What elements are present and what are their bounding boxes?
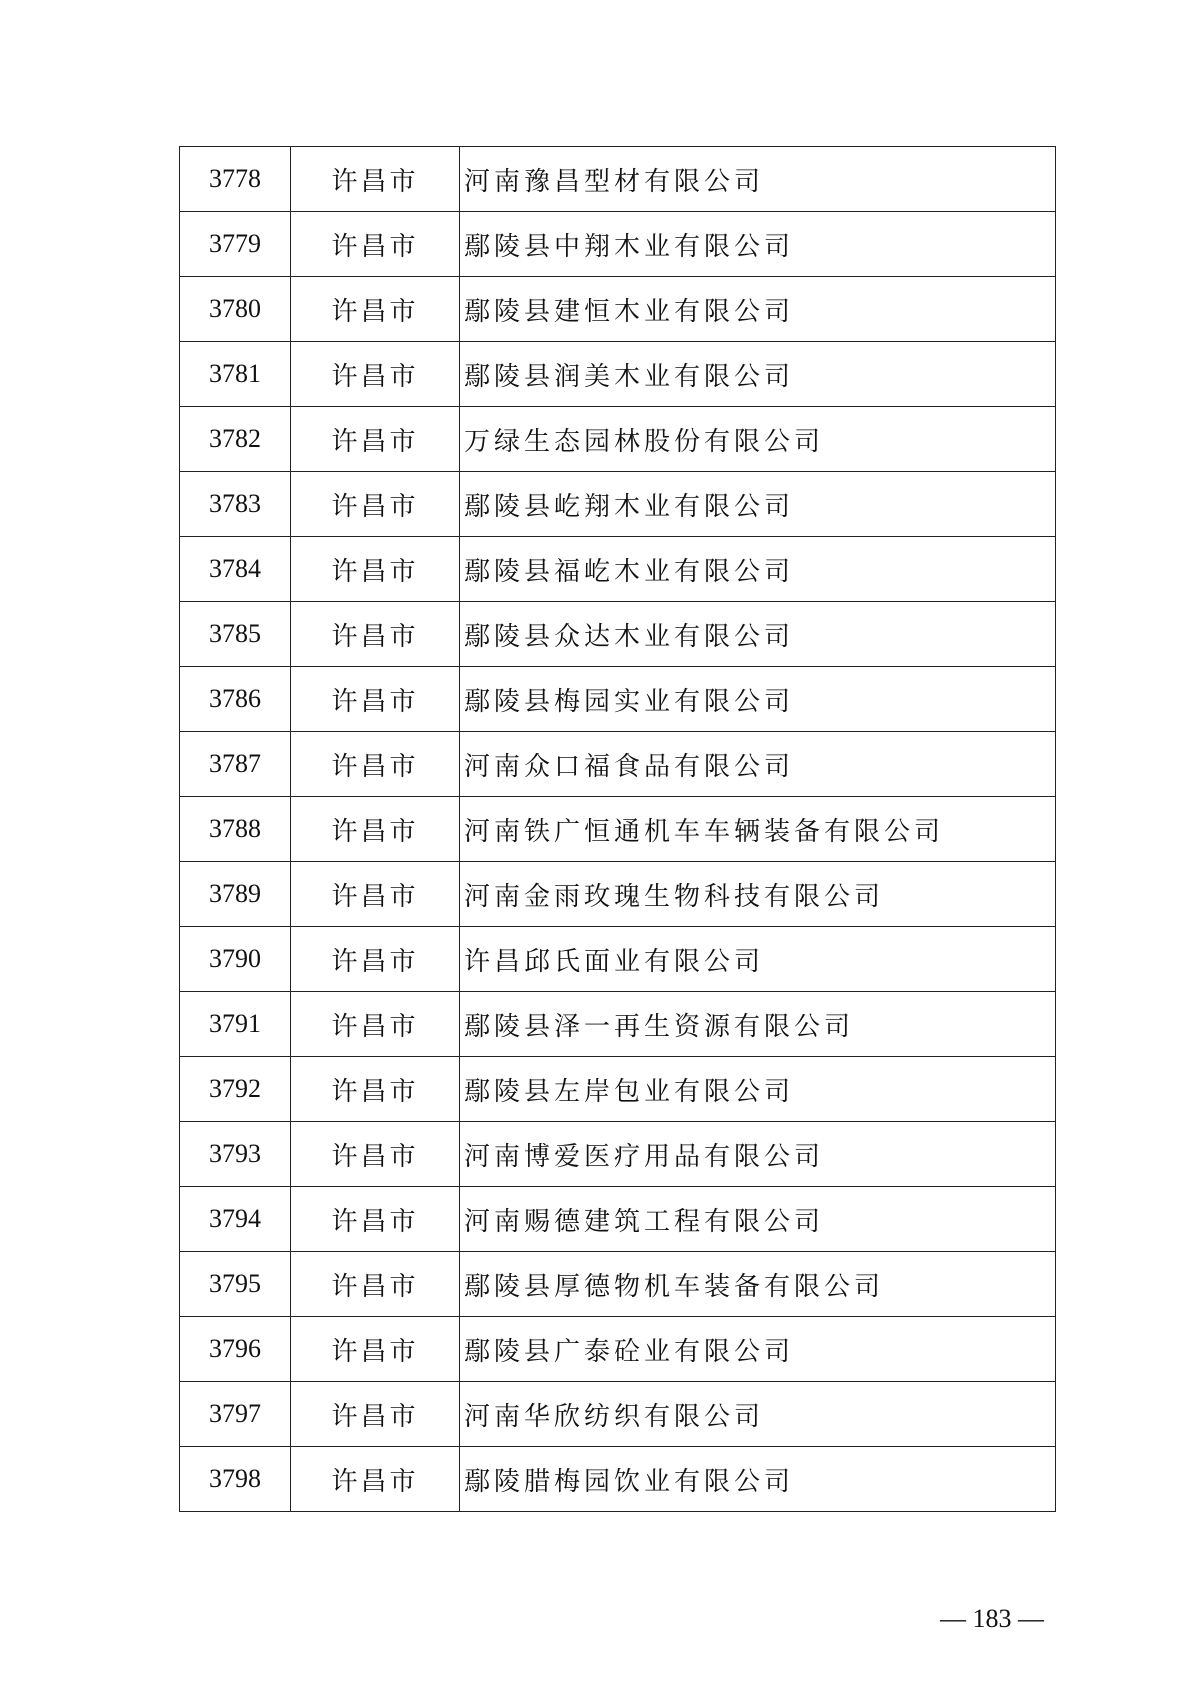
row-number-cell: 3780 [180, 277, 291, 342]
city-cell: 许昌市 [291, 862, 460, 927]
row-number-cell: 3796 [180, 1317, 291, 1382]
city-cell: 许昌市 [291, 277, 460, 342]
city-cell: 许昌市 [291, 602, 460, 667]
table-row [180, 147, 1056, 212]
city-cell: 许昌市 [291, 1187, 460, 1252]
row-number-cell: 3797 [180, 1382, 291, 1447]
company-name-cell: 鄢陵县左岸包业有限公司 [460, 1057, 1056, 1122]
row-number-cell: 3778 [180, 147, 291, 212]
city-cell: 许昌市 [291, 1057, 460, 1122]
table-row [180, 992, 1056, 1057]
company-name-cell: 河南众口福食品有限公司 [460, 732, 1056, 797]
company-name-cell: 鄢陵县梅园实业有限公司 [460, 667, 1056, 732]
row-number-cell: 3794 [180, 1187, 291, 1252]
city-cell: 许昌市 [291, 927, 460, 992]
company-name-cell: 鄢陵县广泰砼业有限公司 [460, 1317, 1056, 1382]
row-number-cell: 3783 [180, 472, 291, 537]
company-name-cell: 鄢陵县厚德物机车装备有限公司 [460, 1252, 1056, 1317]
table-row [180, 1447, 1056, 1512]
table-row [180, 862, 1056, 927]
row-number-cell: 3791 [180, 992, 291, 1057]
table-row [180, 472, 1056, 537]
row-number-cell: 3784 [180, 537, 291, 602]
company-name-cell: 鄢陵县建恒木业有限公司 [460, 277, 1056, 342]
table-row [180, 732, 1056, 797]
city-cell: 许昌市 [291, 1447, 460, 1512]
company-name-cell: 河南金雨玫瑰生物科技有限公司 [460, 862, 1056, 927]
table-row [180, 667, 1056, 732]
company-name-cell: 鄢陵县中翔木业有限公司 [460, 212, 1056, 277]
city-cell: 许昌市 [291, 212, 460, 277]
row-number-cell: 3787 [180, 732, 291, 797]
company-name-cell: 鄢陵腊梅园饮业有限公司 [460, 1447, 1056, 1512]
row-number-cell: 3798 [180, 1447, 291, 1512]
company-name-cell: 鄢陵县屹翔木业有限公司 [460, 472, 1056, 537]
city-cell: 许昌市 [291, 1252, 460, 1317]
table-row [180, 1187, 1056, 1252]
table-row [180, 1252, 1056, 1317]
company-name-cell: 鄢陵县润美木业有限公司 [460, 342, 1056, 407]
row-number-cell: 3785 [180, 602, 291, 667]
table-row [180, 927, 1056, 992]
company-name-cell: 许昌邱氏面业有限公司 [460, 927, 1056, 992]
city-cell: 许昌市 [291, 342, 460, 407]
city-cell: 许昌市 [291, 667, 460, 732]
company-name-cell: 河南博爱医疗用品有限公司 [460, 1122, 1056, 1187]
company-name-cell: 万绿生态园林股份有限公司 [460, 407, 1056, 472]
city-cell: 许昌市 [291, 472, 460, 537]
table-row [180, 537, 1056, 602]
row-number-cell: 3789 [180, 862, 291, 927]
row-number-cell: 3788 [180, 797, 291, 862]
page-number: — 183 — [940, 1604, 1044, 1633]
row-number-cell: 3779 [180, 212, 291, 277]
company-name-cell: 鄢陵县众达木业有限公司 [460, 602, 1056, 667]
table-row [180, 1057, 1056, 1122]
row-number-cell: 3795 [180, 1252, 291, 1317]
row-number-cell: 3786 [180, 667, 291, 732]
row-number-cell: 3782 [180, 407, 291, 472]
city-cell: 许昌市 [291, 992, 460, 1057]
company-name-cell: 鄢陵县泽一再生资源有限公司 [460, 992, 1056, 1057]
company-name-cell: 河南赐德建筑工程有限公司 [460, 1187, 1056, 1252]
row-number-cell: 3781 [180, 342, 291, 407]
table-body [180, 147, 1056, 1512]
table-row [180, 797, 1056, 862]
company-name-cell: 河南铁广恒通机车车辆装备有限公司 [460, 797, 1056, 862]
city-cell: 许昌市 [291, 1382, 460, 1447]
table-row [180, 602, 1056, 667]
city-cell: 许昌市 [291, 147, 460, 212]
table-row [180, 342, 1056, 407]
table-row [180, 1122, 1056, 1187]
city-cell: 许昌市 [291, 1122, 460, 1187]
table-row [180, 407, 1056, 472]
company-name-cell: 河南华欣纺织有限公司 [460, 1382, 1056, 1447]
row-number-cell: 3790 [180, 927, 291, 992]
company-list-table [179, 146, 1056, 1512]
table-row [180, 212, 1056, 277]
table-row [180, 1317, 1056, 1382]
row-number-cell: 3793 [180, 1122, 291, 1187]
company-name-cell: 河南豫昌型材有限公司 [460, 147, 1056, 212]
city-cell: 许昌市 [291, 732, 460, 797]
city-cell: 许昌市 [291, 537, 460, 602]
row-number-cell: 3792 [180, 1057, 291, 1122]
city-cell: 许昌市 [291, 797, 460, 862]
company-name-cell: 鄢陵县福屹木业有限公司 [460, 537, 1056, 602]
table-row [180, 277, 1056, 342]
table-row [180, 1382, 1056, 1447]
city-cell: 许昌市 [291, 1317, 460, 1382]
city-cell: 许昌市 [291, 407, 460, 472]
